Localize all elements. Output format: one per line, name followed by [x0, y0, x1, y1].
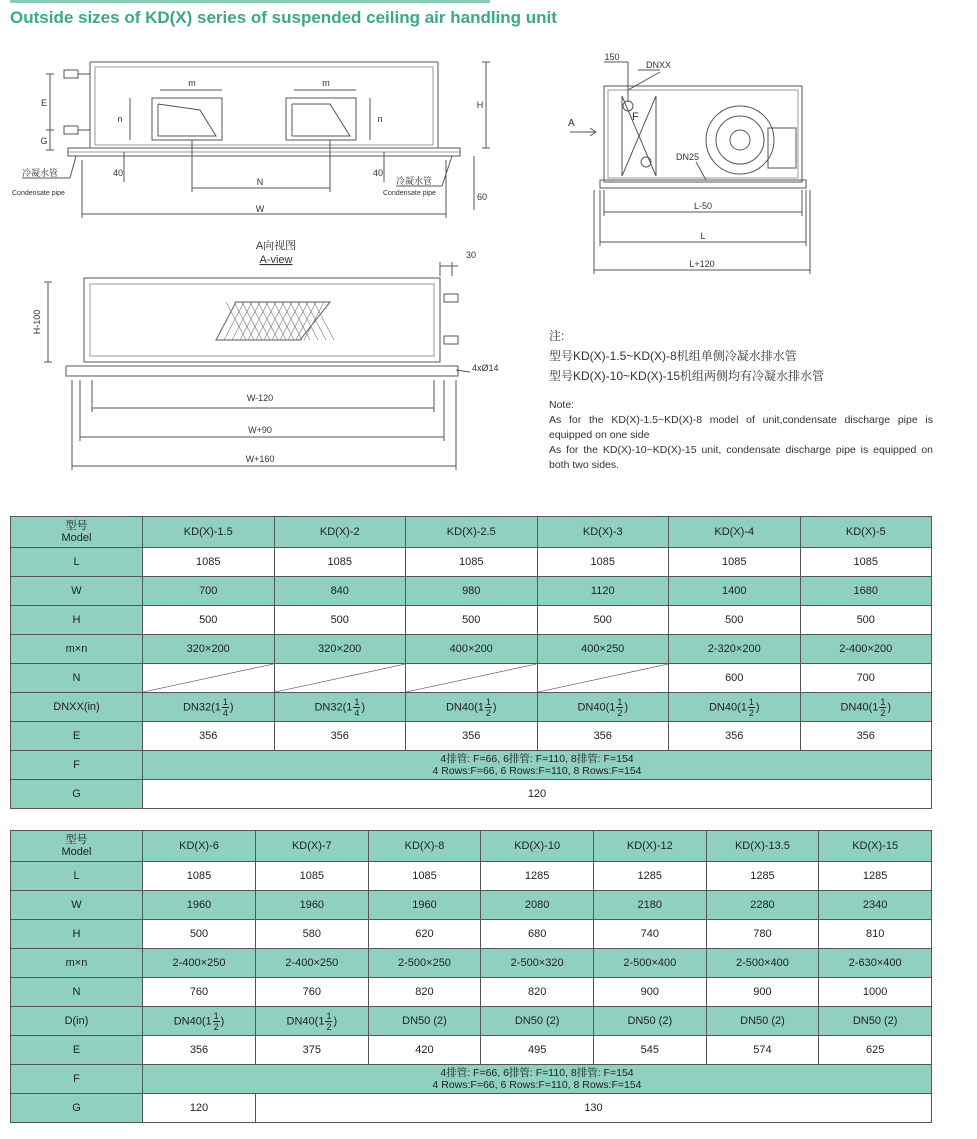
empty-cell: [537, 664, 669, 693]
row-label: N: [11, 978, 143, 1007]
table-row: [11, 751, 932, 780]
model-cell: KD(X)-4: [669, 517, 801, 548]
pipe-size-cell: DN40(1 $\frac{1}{2}$ ): [669, 693, 801, 722]
table-row: [11, 693, 932, 722]
model-cell: KD(X)-8: [368, 831, 481, 862]
value-cell: 980: [406, 577, 538, 606]
value-cell: 400×200: [406, 635, 538, 664]
dim-l: L: [700, 231, 706, 241]
value-cell: 1960: [143, 891, 256, 920]
notes-en-title: Note:: [549, 399, 575, 411]
value-cell: 1085: [406, 548, 538, 577]
row-label: H: [11, 606, 143, 635]
dim-n-right: n: [377, 114, 383, 124]
value-cell: 1400: [669, 577, 801, 606]
row-label: E: [11, 722, 143, 751]
pipe-size-cell: DN40(1 $\frac{1}{2}$ ): [537, 693, 669, 722]
table-row: [11, 1094, 932, 1123]
value-cell: 320×200: [274, 635, 406, 664]
model-cell: KD(X)-13.5: [706, 831, 819, 862]
row-label: DNXX(in): [11, 693, 143, 722]
value-cell: 1960: [368, 891, 481, 920]
value-cell: 1680: [800, 577, 932, 606]
pipe-size-cell: DN50 (2): [706, 1007, 819, 1036]
row-label: W: [11, 577, 143, 606]
value-cell: 2080: [481, 891, 594, 920]
value-cell: 2-630×400: [819, 949, 932, 978]
model-cell: KD(X)-15: [819, 831, 932, 862]
notes-block: [549, 326, 933, 473]
value-cell: 2-500×250: [368, 949, 481, 978]
value-cell: 1285: [593, 862, 706, 891]
a-view-title-en: A-view: [259, 254, 293, 266]
row-label: F: [11, 1065, 143, 1094]
value-cell: 545: [593, 1036, 706, 1065]
value-cell: 356: [274, 722, 406, 751]
g-value-cell: 120: [143, 1094, 256, 1123]
dim-40-left: 40: [112, 168, 124, 178]
table-row: [11, 664, 932, 693]
value-cell: 420: [368, 1036, 481, 1065]
row-label: G: [11, 780, 143, 809]
dim-m-left: m: [188, 78, 196, 88]
g-value-cell: 120: [143, 780, 932, 809]
value-cell: 1285: [706, 862, 819, 891]
row-label: E: [11, 1036, 143, 1065]
model-cell: KD(X)-2.5: [406, 517, 538, 548]
value-cell: 1085: [368, 862, 481, 891]
dim-dn25: DN25: [676, 152, 700, 162]
table-row: [11, 635, 932, 664]
dim-150: 150: [604, 52, 620, 62]
model-cell: KD(X)-12: [593, 831, 706, 862]
value-cell: 356: [143, 1036, 256, 1065]
value-cell: 2-500×400: [593, 949, 706, 978]
value-cell: 840: [274, 577, 406, 606]
dim-l-50: L-50: [693, 201, 713, 211]
value-cell: 356: [800, 722, 932, 751]
row-label: H: [11, 920, 143, 949]
value-cell: 1085: [256, 862, 369, 891]
value-cell: 600: [669, 664, 801, 693]
coil-mesh: [216, 302, 334, 340]
dim-h-100: H-100: [32, 309, 42, 335]
table-row: [11, 722, 932, 751]
table-row: [11, 831, 932, 862]
value-cell: 820: [481, 978, 594, 1007]
value-cell: 820: [368, 978, 481, 1007]
model-cell: KD(X)-3: [537, 517, 669, 548]
dim-dnxx: DNXX: [646, 60, 672, 70]
empty-cell: [274, 664, 406, 693]
table-row: [11, 920, 932, 949]
value-cell: 1960: [256, 891, 369, 920]
value-cell: 2-500×320: [481, 949, 594, 978]
pipe-size-cell: DN50 (2): [481, 1007, 594, 1036]
pipe-size-cell: DN32(1 $\frac{1}{4}$ ): [143, 693, 275, 722]
drain-label-cn-left: 冷凝水管: [22, 168, 59, 178]
value-cell: 1085: [669, 548, 801, 577]
row-label: L: [11, 862, 143, 891]
table-row: [11, 891, 932, 920]
value-cell: 500: [537, 606, 669, 635]
value-cell: 625: [819, 1036, 932, 1065]
spec-table-2: [10, 830, 932, 1123]
value-cell: 2-400×200: [800, 635, 932, 664]
dim-h: H: [476, 100, 484, 110]
value-cell: 495: [481, 1036, 594, 1065]
value-cell: 900: [593, 978, 706, 1007]
pipe-size-cell: DN50 (2): [819, 1007, 932, 1036]
value-cell: 680: [481, 920, 594, 949]
g-value-cell: 130: [256, 1094, 932, 1123]
value-cell: 1120: [537, 577, 669, 606]
value-cell: 400×250: [537, 635, 669, 664]
pipe-size-cell: DN40(1 $\frac{1}{2}$ ): [800, 693, 932, 722]
value-cell: 2280: [706, 891, 819, 920]
model-cell: KD(X)-7: [256, 831, 369, 862]
value-cell: 2180: [593, 891, 706, 920]
model-cell: KD(X)-6: [143, 831, 256, 862]
value-cell: 1085: [800, 548, 932, 577]
dim-w-160: W+160: [245, 454, 275, 464]
notes-en-line1: As for the KD(X)-1.5~KD(X)-8 model of unit,condensate discharge pipe is equipped on one side: [549, 414, 933, 441]
value-cell: 574: [706, 1036, 819, 1065]
value-cell: 500: [800, 606, 932, 635]
dim-30: 30: [466, 250, 477, 260]
side-view-drawing: [540, 50, 830, 280]
dim-holes: 4xØ14: [472, 363, 499, 373]
value-cell: 1000: [819, 978, 932, 1007]
dim-n: N: [256, 177, 264, 187]
spec-table-1: [10, 516, 932, 809]
value-cell: 580: [256, 920, 369, 949]
value-cell: 2-500×400: [706, 949, 819, 978]
value-cell: 1085: [143, 548, 275, 577]
value-cell: 1085: [274, 548, 406, 577]
table-row: [11, 1065, 932, 1094]
value-cell: 740: [593, 920, 706, 949]
model-header: 型号 Model: [11, 831, 143, 862]
value-cell: 780: [706, 920, 819, 949]
value-cell: 500: [406, 606, 538, 635]
dim-m-right: m: [322, 78, 330, 88]
pipe-size-cell: DN40(1 $\frac{1}{2}$ ): [256, 1007, 369, 1036]
dim-n-left: n: [117, 114, 123, 124]
dim-40-right: 40: [372, 168, 384, 178]
table-row: [11, 949, 932, 978]
model-cell: KD(X)-2: [274, 517, 406, 548]
row-label: N: [11, 664, 143, 693]
value-cell: 620: [368, 920, 481, 949]
dim-w-120: W-120: [246, 393, 274, 403]
table-row: [11, 548, 932, 577]
dim-g: G: [40, 136, 48, 146]
row-label: m×n: [11, 635, 143, 664]
row-label: F: [11, 751, 143, 780]
dim-e: E: [40, 98, 48, 108]
value-cell: 500: [274, 606, 406, 635]
table-row: [11, 780, 932, 809]
value-cell: 320×200: [143, 635, 275, 664]
table-row: [11, 862, 932, 891]
view-arrow-a: A: [568, 118, 575, 129]
table-row: [11, 606, 932, 635]
value-cell: 2-400×250: [256, 949, 369, 978]
model-cell: KD(X)-10: [481, 831, 594, 862]
value-cell: 500: [143, 920, 256, 949]
value-cell: 760: [143, 978, 256, 1007]
table-row: [11, 1036, 932, 1065]
pipe-size-cell: DN50 (2): [593, 1007, 706, 1036]
model-cell: KD(X)-1.5: [143, 517, 275, 548]
value-cell: 700: [143, 577, 275, 606]
table-row: [11, 1007, 932, 1036]
pipe-size-cell: DN32(1 $\frac{1}{4}$ ): [274, 693, 406, 722]
value-cell: 700: [800, 664, 932, 693]
value-cell: 356: [669, 722, 801, 751]
f-value-cell: 4排管: F=66, 6排管: F=110, 8排管: F=154 4 Rows:F=66, 6 Rows:F=110, 8 Rows:F=154: [143, 1065, 932, 1094]
pipe-size-cell: DN40(1 $\frac{1}{2}$ ): [143, 1007, 256, 1036]
row-label: D(in): [11, 1007, 143, 1036]
row-label: L: [11, 548, 143, 577]
value-cell: 500: [143, 606, 275, 635]
model-header: 型号 Model: [11, 517, 143, 548]
notes-cn-title: 注:: [549, 329, 565, 343]
value-cell: 1085: [143, 862, 256, 891]
dim-60: 60: [476, 192, 488, 202]
table-row: [11, 577, 932, 606]
table-row: [11, 978, 932, 1007]
value-cell: 2-400×250: [143, 949, 256, 978]
value-cell: 375: [256, 1036, 369, 1065]
value-cell: 356: [143, 722, 275, 751]
row-label: G: [11, 1094, 143, 1123]
drain-label-cn-right: 冷凝水管: [396, 176, 433, 186]
f-value-cell: 4排管: F=66, 6排管: F=110, 8排管: F=154 4 Rows:F=66, 6 Rows:F=110, 8 Rows:F=154: [143, 751, 932, 780]
value-cell: 356: [406, 722, 538, 751]
notes-cn-line1: 型号KD(X)-1.5~KD(X)-8机组单侧冷凝水排水管: [549, 349, 797, 363]
value-cell: 900: [706, 978, 819, 1007]
dim-w-90: W+90: [248, 425, 272, 435]
notes-cn-line2: 型号KD(X)-10~KD(X)-15机组两侧均有冷凝水排水管: [549, 369, 825, 383]
value-cell: 500: [669, 606, 801, 635]
value-cell: 1085: [537, 548, 669, 577]
empty-cell: [143, 664, 275, 693]
value-cell: 760: [256, 978, 369, 1007]
value-cell: 1285: [481, 862, 594, 891]
value-cell: 2340: [819, 891, 932, 920]
a-view-drawing: [0, 236, 540, 472]
dim-f: F: [632, 111, 639, 123]
front-view-drawing: [0, 40, 540, 230]
value-cell: 2-320×200: [669, 635, 801, 664]
page-title: Outside sizes of KD(X) series of suspended ceiling air handling unit: [10, 8, 557, 27]
drain-label-en-right: Condensate pipe: [383, 190, 436, 197]
drain-label-en-left: Condensate pipe: [12, 190, 65, 197]
value-cell: 1285: [819, 862, 932, 891]
model-cell: KD(X)-5: [800, 517, 932, 548]
table-row: [11, 517, 932, 548]
notes-en-line2: As for the KD(X)-10~KD(X)-15 unit, condensate discharge pipe is equipped on both two sides.: [549, 444, 933, 471]
empty-cell: [406, 664, 538, 693]
pipe-size-cell: DN50 (2): [368, 1007, 481, 1036]
dim-w: W: [255, 204, 265, 214]
a-view-title-cn: A向视图: [255, 240, 297, 252]
dim-l-120: L+120: [689, 259, 715, 269]
value-cell: 356: [537, 722, 669, 751]
pipe-size-cell: DN40(1 $\frac{1}{2}$ ): [406, 693, 538, 722]
row-label: W: [11, 891, 143, 920]
value-cell: 810: [819, 920, 932, 949]
title-strip: [10, 0, 490, 3]
row-label: m×n: [11, 949, 143, 978]
